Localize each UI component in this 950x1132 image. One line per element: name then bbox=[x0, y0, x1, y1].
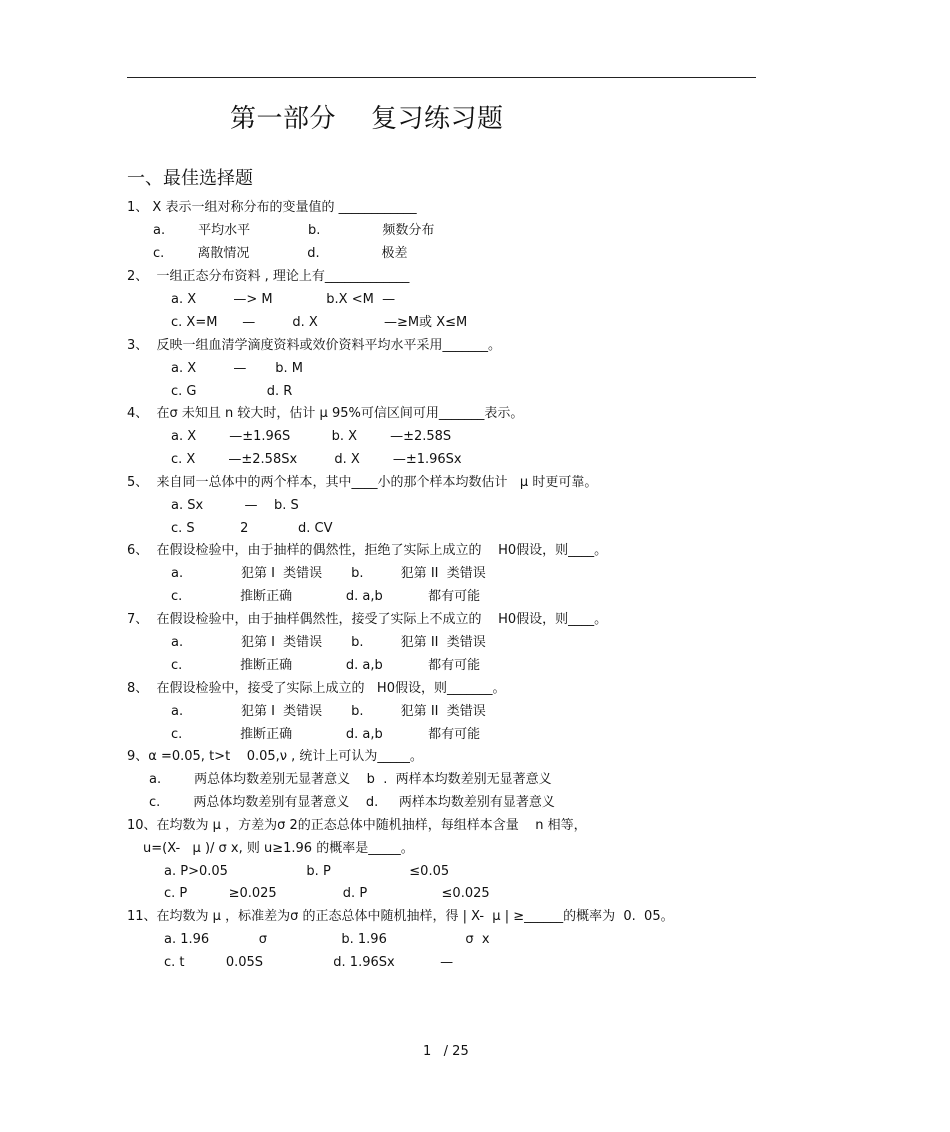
page-title: 第一部分 复习练习题 bbox=[230, 104, 504, 134]
question-line: 9、α =0.05, t>t 0.05,ν , 统计上可认为_____。 bbox=[127, 749, 423, 764]
question-line: 5、 来自同一总体中的两个样本，其中____小的那个样本均数估计 μ 时更可靠。 bbox=[127, 475, 598, 490]
page-number: 1 / 25 bbox=[423, 1044, 469, 1059]
question-line: a. 平均水平 b. 频数分布 bbox=[153, 223, 435, 238]
question-line: c. 推断正确 d. a,b 都有可能 bbox=[171, 589, 481, 604]
question-line: a. 犯第 I 类错误 b. 犯第 II 类错误 bbox=[171, 704, 486, 719]
section-title: 一、最佳选择题 bbox=[127, 168, 253, 189]
header-rule bbox=[127, 77, 756, 78]
question-line: 8、 在假设检验中，接受了实际上成立的 H0假设，则_______。 bbox=[127, 681, 506, 696]
question-line: c. 推断正确 d. a,b 都有可能 bbox=[171, 727, 481, 742]
question-line: c. 离散情况 d. 极差 bbox=[153, 246, 408, 261]
question-line: 4、 在σ 未知且 n 较大时，估计 μ 95%可信区间可用_______表示。 bbox=[127, 406, 524, 421]
question-line: a. P>0.05 b. P ≤0.05 bbox=[164, 864, 450, 879]
question-line: 2、 一组正态分布资料 , 理论上有_____________ bbox=[127, 269, 410, 284]
question-line: 1、 X 表示一组对称分布的变量值的 ____________ bbox=[127, 200, 417, 215]
question-line: a. X — b. M bbox=[171, 361, 303, 376]
question-line: c. G d. R bbox=[171, 384, 293, 399]
question-line: u=(X- μ )/ σ x, 则 u≥1.96 的概率是_____。 bbox=[143, 841, 414, 856]
question-line: a. 犯第 I 类错误 b. 犯第 II 类错误 bbox=[171, 635, 486, 650]
question-line: c. X=M — d. X —≥M或 X≤M bbox=[171, 315, 468, 330]
question-line: c. 推断正确 d. a,b 都有可能 bbox=[171, 658, 481, 673]
question-line: a. 1.96 σ b. 1.96 σ x bbox=[164, 932, 490, 947]
question-line: c. X —±2.58Sx d. X —±1.96Sx bbox=[171, 452, 462, 467]
question-line: 6、 在假设检验中，由于抽样的偶然性，拒绝了实际上成立的 H0假设，则____。 bbox=[127, 543, 608, 558]
question-line: a. Sx — b. S bbox=[171, 498, 299, 513]
question-line: a. 两总体均数差别无显著意义 b . 两样本均数差别无显著意义 bbox=[149, 772, 552, 787]
question-line: c. t 0.05S d. 1.96Sx — bbox=[164, 955, 454, 970]
question-line: c. P ≥0.025 d. P ≤0.025 bbox=[164, 886, 490, 901]
question-line: 10、在均数为 μ ，方差为σ 2的正态总体中随机抽样，每组样本含量 n 相等， bbox=[127, 818, 587, 833]
question-line: c. 两总体均数差别有显著意义 d. 两样本均数差别有显著意义 bbox=[149, 795, 555, 810]
question-line: a. X —> M b.X <M — bbox=[171, 292, 396, 307]
question-line: 7、 在假设检验中，由于抽样偶然性，接受了实际上不成立的 H0假设，则____。 bbox=[127, 612, 608, 627]
question-line: c. S 2 d. CV bbox=[171, 521, 333, 536]
question-line: 3、 反映一组血清学滴度资料或效价资料平均水平采用_______。 bbox=[127, 338, 502, 353]
question-line: a. 犯第 I 类错误 b. 犯第 II 类错误 bbox=[171, 566, 486, 581]
question-line: a. X —±1.96S b. X —±2.58S bbox=[171, 429, 452, 444]
question-line: 11、在均数为 μ ，标准差为σ 的正态总体中随机抽样，得 | X- μ | ≥______的概率为 0. 05。 bbox=[127, 909, 674, 924]
